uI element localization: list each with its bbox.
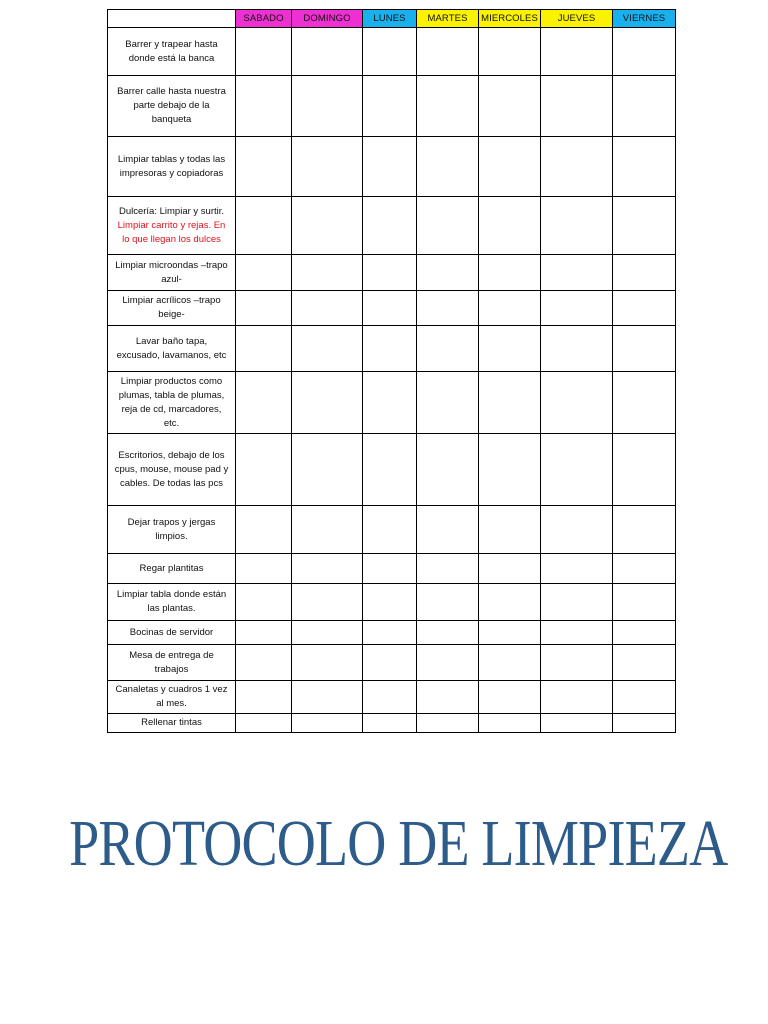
task-label — [108, 372, 236, 434]
check-cell-domingo[interactable] — [292, 28, 363, 76]
task-row — [108, 137, 676, 197]
check-cell-domingo[interactable] — [292, 681, 363, 714]
check-cell-jueves[interactable] — [541, 584, 613, 621]
task-row — [108, 506, 676, 554]
check-cell-jueves[interactable] — [541, 554, 613, 584]
check-cell-lunes[interactable] — [363, 372, 417, 434]
task-row — [108, 714, 676, 733]
check-cell-sabado[interactable] — [236, 681, 292, 714]
check-cell-martes[interactable] — [417, 137, 479, 197]
day-header-lunes: LUNES — [363, 10, 417, 28]
task-text: Rellenar tintas — [141, 717, 202, 728]
check-cell-martes[interactable] — [417, 291, 479, 326]
task-label — [108, 76, 236, 137]
check-cell-martes[interactable] — [417, 506, 479, 554]
check-cell-miercoles[interactable] — [479, 76, 541, 137]
day-header-jueves: JUEVES — [541, 10, 613, 28]
check-cell-lunes[interactable] — [363, 326, 417, 372]
task-text: Limpiar acrílicos –trapo beige- — [122, 295, 221, 320]
check-cell-jueves[interactable] — [541, 326, 613, 372]
check-cell-jueves[interactable] — [541, 645, 613, 681]
check-cell-jueves[interactable] — [541, 681, 613, 714]
check-cell-miercoles[interactable] — [479, 584, 541, 621]
check-cell-miercoles[interactable] — [479, 326, 541, 372]
check-cell-miercoles[interactable] — [479, 291, 541, 326]
check-cell-martes[interactable] — [417, 554, 479, 584]
task-label — [108, 291, 236, 326]
check-cell-martes[interactable] — [417, 434, 479, 506]
check-cell-miercoles[interactable] — [479, 681, 541, 714]
check-cell-sabado[interactable] — [236, 372, 292, 434]
day-header-miercoles: MIERCOLES — [479, 10, 541, 28]
task-row — [108, 645, 676, 681]
task-row — [108, 76, 676, 137]
check-cell-miercoles[interactable] — [479, 714, 541, 733]
check-cell-miercoles[interactable] — [479, 28, 541, 76]
task-label — [108, 645, 236, 681]
task-text: Regar plantitas — [139, 562, 204, 574]
task-label — [108, 326, 236, 372]
check-cell-jueves[interactable] — [541, 291, 613, 326]
check-cell-sabado[interactable] — [236, 291, 292, 326]
check-cell-martes[interactable] — [417, 255, 479, 291]
check-cell-martes[interactable] — [417, 76, 479, 137]
check-cell-sabado[interactable] — [236, 76, 292, 137]
task-label — [108, 434, 236, 506]
check-cell-sabado[interactable] — [236, 255, 292, 291]
check-cell-jueves[interactable] — [541, 76, 613, 137]
check-cell-viernes[interactable] — [613, 554, 676, 584]
task-text: Mesa de entrega de trabajos — [129, 649, 214, 675]
check-cell-viernes[interactable] — [613, 681, 676, 714]
check-cell-sabado[interactable] — [236, 621, 292, 645]
check-cell-viernes[interactable] — [613, 621, 676, 645]
check-cell-domingo[interactable] — [292, 506, 363, 554]
check-cell-jueves[interactable] — [541, 434, 613, 506]
task-text: Bocinas de servidor — [129, 626, 214, 638]
task-text: Limpiar tablas y todas las impresoras y copiadoras — [117, 153, 226, 179]
check-cell-lunes[interactable] — [363, 255, 417, 291]
check-cell-viernes[interactable] — [613, 76, 676, 137]
check-cell-domingo[interactable] — [292, 255, 363, 291]
check-cell-viernes[interactable] — [613, 291, 676, 326]
check-cell-viernes[interactable] — [613, 434, 676, 506]
check-cell-domingo[interactable] — [292, 584, 363, 621]
check-cell-lunes[interactable] — [363, 554, 417, 584]
task-row — [108, 326, 676, 372]
check-cell-lunes[interactable] — [363, 28, 417, 76]
task-row — [108, 584, 676, 621]
check-cell-sabado[interactable] — [236, 434, 292, 506]
task-text: Canaletas y cuadros 1 vez al mes. — [115, 684, 228, 709]
check-cell-miercoles[interactable] — [479, 554, 541, 584]
check-cell-viernes[interactable] — [613, 584, 676, 621]
task-label — [108, 714, 236, 733]
task-text: Limpiar microondas –trapo azul- — [115, 259, 228, 285]
task-highlight-text: Limpiar carrito y rejas. En lo que llegan los dulces — [117, 219, 226, 245]
check-cell-viernes[interactable] — [613, 714, 676, 733]
check-cell-sabado[interactable] — [236, 554, 292, 584]
check-cell-lunes[interactable] — [363, 434, 417, 506]
task-label — [108, 506, 236, 554]
check-cell-sabado[interactable] — [236, 197, 292, 255]
task-row — [108, 28, 676, 76]
task-text: Dulcería: Limpiar y surtir. — [118, 205, 225, 217]
task-label — [108, 584, 236, 621]
check-cell-domingo[interactable] — [292, 291, 363, 326]
check-cell-sabado[interactable] — [236, 645, 292, 681]
day-header-martes: MARTES — [417, 10, 479, 28]
check-cell-jueves[interactable] — [541, 714, 613, 733]
check-cell-martes[interactable] — [417, 681, 479, 714]
check-cell-lunes[interactable] — [363, 714, 417, 733]
task-label — [108, 621, 236, 645]
check-cell-jueves[interactable] — [541, 621, 613, 645]
check-cell-lunes[interactable] — [363, 645, 417, 681]
check-cell-lunes[interactable] — [363, 506, 417, 554]
task-label — [108, 28, 236, 76]
task-label — [108, 137, 236, 197]
header-row — [108, 10, 676, 28]
check-cell-domingo[interactable] — [292, 137, 363, 197]
check-cell-martes[interactable] — [417, 372, 479, 434]
check-cell-jueves[interactable] — [541, 372, 613, 434]
task-row — [108, 255, 676, 291]
check-cell-viernes[interactable] — [613, 197, 676, 255]
task-label — [108, 197, 236, 255]
task-row — [108, 434, 676, 506]
check-cell-sabado[interactable] — [236, 326, 292, 372]
task-text: Barrer y trapear hasta donde está la banca — [125, 38, 218, 64]
check-cell-lunes[interactable] — [363, 137, 417, 197]
check-cell-viernes[interactable] — [613, 326, 676, 372]
check-cell-jueves[interactable] — [541, 28, 613, 76]
check-cell-lunes[interactable] — [363, 197, 417, 255]
day-header-domingo: DOMINGO — [292, 10, 363, 28]
task-row — [108, 681, 676, 714]
check-cell-lunes[interactable] — [363, 291, 417, 326]
page-title: PROTOCOLO DE LIMPIEZA — [69, 807, 728, 880]
check-cell-miercoles[interactable] — [479, 255, 541, 291]
day-header-sabado: SABADO — [236, 10, 292, 28]
task-row — [108, 291, 676, 326]
check-cell-viernes[interactable] — [613, 372, 676, 434]
check-cell-miercoles[interactable] — [479, 645, 541, 681]
check-cell-jueves[interactable] — [541, 506, 613, 554]
check-cell-martes[interactable] — [417, 326, 479, 372]
check-cell-sabado[interactable] — [236, 28, 292, 76]
check-cell-lunes[interactable] — [363, 621, 417, 645]
task-text: Limpiar productos como plumas, tabla de plumas, reja de cd, marcadores, etc. — [118, 375, 225, 429]
check-cell-sabado[interactable] — [236, 506, 292, 554]
check-cell-domingo[interactable] — [292, 714, 363, 733]
check-cell-domingo[interactable] — [292, 326, 363, 372]
check-cell-domingo[interactable] — [292, 434, 363, 506]
check-cell-martes[interactable] — [417, 584, 479, 621]
check-cell-miercoles[interactable] — [479, 621, 541, 645]
check-cell-sabado[interactable] — [236, 584, 292, 621]
check-cell-viernes[interactable] — [613, 255, 676, 291]
task-label — [108, 255, 236, 291]
check-cell-miercoles[interactable] — [479, 434, 541, 506]
check-cell-miercoles[interactable] — [479, 137, 541, 197]
check-cell-martes[interactable] — [417, 621, 479, 645]
check-cell-domingo[interactable] — [292, 554, 363, 584]
check-cell-domingo[interactable] — [292, 645, 363, 681]
day-header-viernes: VIERNES — [613, 10, 676, 28]
check-cell-domingo[interactable] — [292, 197, 363, 255]
task-text: Barrer calle hasta nuestra parte debajo de la banqueta — [117, 86, 226, 125]
check-cell-viernes[interactable] — [613, 645, 676, 681]
task-row — [108, 621, 676, 645]
check-cell-martes[interactable] — [417, 714, 479, 733]
check-cell-domingo[interactable] — [292, 76, 363, 137]
task-label — [108, 681, 236, 714]
check-cell-martes[interactable] — [417, 28, 479, 76]
check-cell-sabado[interactable] — [236, 714, 292, 733]
check-cell-jueves[interactable] — [541, 197, 613, 255]
task-text: Limpiar tabla donde están las plantas. — [116, 589, 227, 614]
check-cell-jueves[interactable] — [541, 255, 613, 291]
check-cell-viernes[interactable] — [613, 506, 676, 554]
task-row — [108, 197, 676, 255]
check-cell-lunes[interactable] — [363, 76, 417, 137]
check-cell-jueves[interactable] — [541, 137, 613, 197]
check-cell-miercoles[interactable] — [479, 506, 541, 554]
check-cell-lunes[interactable] — [363, 681, 417, 714]
task-text: Dejar trapos y jergas limpios. — [127, 516, 216, 542]
check-cell-sabado[interactable] — [236, 137, 292, 197]
check-cell-miercoles[interactable] — [479, 372, 541, 434]
task-text: Lavar baño tapa, excusado, lavamanos, etc — [116, 335, 227, 361]
check-cell-domingo[interactable] — [292, 372, 363, 434]
task-row — [108, 554, 676, 584]
check-cell-viernes[interactable] — [613, 28, 676, 76]
check-cell-miercoles[interactable] — [479, 197, 541, 255]
check-cell-martes[interactable] — [417, 197, 479, 255]
check-cell-domingo[interactable] — [292, 621, 363, 645]
task-label — [108, 554, 236, 584]
check-cell-viernes[interactable] — [613, 137, 676, 197]
check-cell-lunes[interactable] — [363, 584, 417, 621]
header-corner-cell — [108, 10, 236, 28]
task-text: Escritorios, debajo de los cpus, mouse, mouse pad y cables. De todas las pcs — [114, 449, 229, 489]
check-cell-martes[interactable] — [417, 645, 479, 681]
task-row — [108, 372, 676, 434]
cleaning-schedule-table — [107, 9, 676, 733]
